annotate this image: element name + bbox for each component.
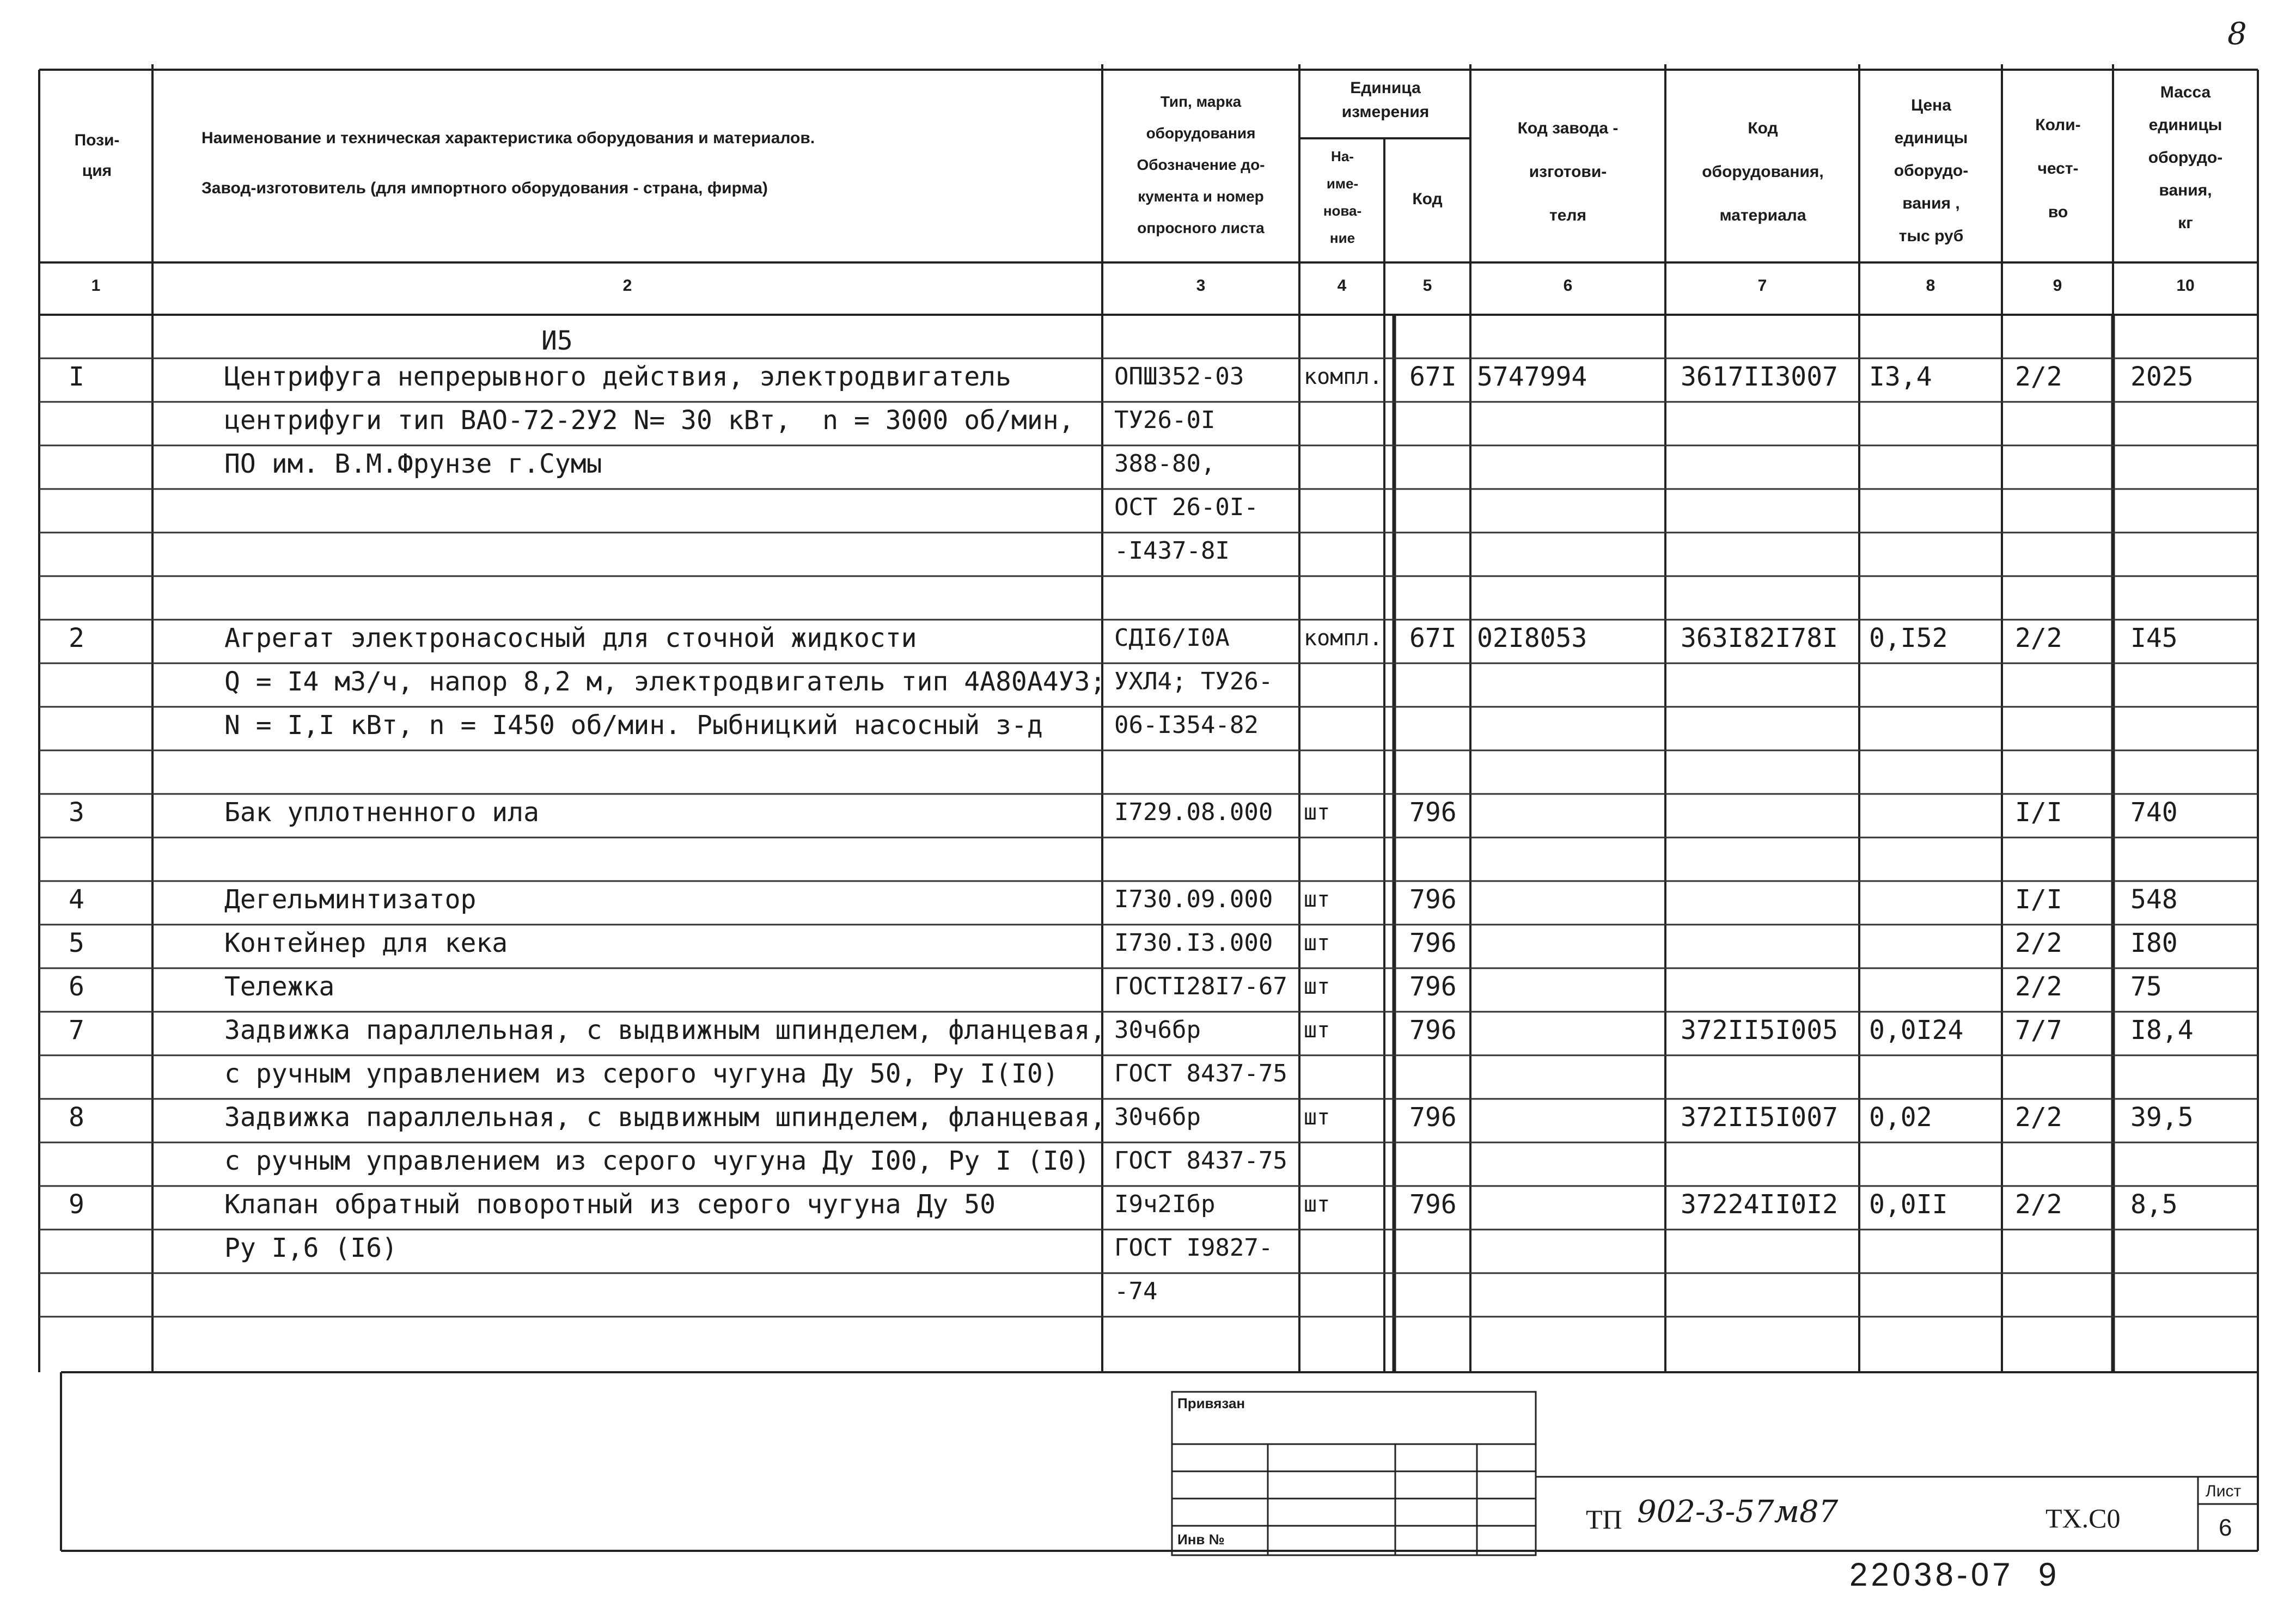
cell-quantity: 2/2 [2015, 1189, 2062, 1220]
header-position: Пози- ция [74, 131, 120, 180]
cell-name: ПО им. В.М.Фрунзе г.Сумы [224, 449, 602, 479]
header-type: Тип, марка оборудования Обозначение до- кумента и номер опросного листа [1137, 93, 1265, 236]
cell-type: I9ч2Iбр [1114, 1190, 1216, 1218]
cell-unit-code: 796 [1409, 928, 1457, 958]
cell-equipment-code: 3617II3007 [1681, 362, 1838, 392]
cell-type: 06-I354-82 [1114, 711, 1259, 739]
cell-position: I [69, 362, 84, 392]
cell-position: 9 [69, 1189, 84, 1220]
cell-type: 30ч6бр [1114, 1103, 1201, 1131]
cell-type: ГОСТ 8437-75 [1114, 1060, 1287, 1087]
cell-unit-name: шт [1304, 1105, 1330, 1130]
header-factory-code: Код завода - изготови- теля [1517, 119, 1619, 224]
sheet-value: 6 [2219, 1514, 2232, 1541]
cell-price: 0,I52 [1869, 623, 1948, 653]
cell-equipment-code: 372II5I005 [1681, 1015, 1838, 1046]
cell-mass: I80 [2130, 928, 2178, 958]
cell-position: 5 [69, 928, 84, 958]
cell-mass: 548 [2130, 884, 2178, 915]
cell-price: 0,0I24 [1869, 1015, 1964, 1046]
cell-type: -74 [1114, 1277, 1158, 1305]
cell-price: 0,0II [1869, 1189, 1948, 1220]
cell-quantity: I/I [2015, 797, 2062, 828]
cell-name: с ручным управлением из серого чугуна Ду 50, Ру I(I0) [224, 1059, 1059, 1089]
cell-unit-name: шт [1304, 800, 1330, 825]
cell-type: I730.I3.000 [1114, 929, 1273, 957]
header-unit-group: Единица измерения [1341, 79, 1430, 121]
cell-unit-name: шт [1304, 1192, 1330, 1217]
cell-price: 0,02 [1869, 1102, 1932, 1133]
header-equipment-code: Код оборудования, материала [1702, 119, 1824, 224]
cell-type: ОСТ 26-0I- [1114, 493, 1259, 521]
header-name: Наименование и техническая характеристика оборудования и материалов. Завод-изготовитель (для импортного оборудования - страна, фирма) [201, 129, 815, 197]
cell-unit-code: 796 [1409, 1189, 1457, 1220]
cell-unit-name: шт [1304, 1018, 1330, 1043]
cell-position: 3 [69, 797, 84, 828]
cell-name: Центрифуга непрерывного действия, электродвигатель [224, 362, 1011, 392]
cell-mass: I8,4 [2130, 1015, 2194, 1046]
cell-unit-code: 67I [1409, 362, 1457, 392]
document-code: ТХ.С0 [2045, 1503, 2121, 1533]
cell-equipment-code: 37224II0I2 [1681, 1189, 1838, 1220]
cell-name: N = I,I кВт, n = I450 об/мин. Рыбницкий насосный з-д [224, 710, 1043, 741]
cell-name: Ру I,6 (I6) [224, 1233, 398, 1263]
column-number: 9 [2053, 277, 2062, 295]
cell-position: 2 [69, 623, 84, 653]
cell-type: -I437-8I [1114, 537, 1230, 565]
header-price: Цена единицы оборудо- вания , тыс руб [1894, 96, 1969, 245]
header-quantity: Коли- чест- во [2035, 116, 2081, 221]
cell-name: Агрегат электронасосный для сточной жидкости [224, 623, 917, 653]
cell-mass: 8,5 [2130, 1189, 2178, 1220]
cell-position: 7 [69, 1015, 84, 1046]
header-unit-name: На- име- нова- ние [1323, 148, 1362, 246]
cell-type: I729.08.000 [1114, 798, 1273, 826]
cell-type: I730.09.000 [1114, 885, 1273, 913]
cell-quantity: 2/2 [2015, 623, 2062, 653]
section-title: И5 [541, 326, 573, 356]
sheet-number-handwritten: 8 [2227, 16, 2247, 52]
cell-position: 6 [69, 971, 84, 1002]
cell-type: УХЛ4; ТУ26- [1114, 668, 1273, 695]
cell-position: 8 [69, 1102, 84, 1133]
cell-unit-code: 67I [1409, 623, 1457, 653]
inventory-label: Инв № [1177, 1531, 1225, 1548]
linked-label: Привязан [1177, 1395, 1245, 1411]
cell-name: Клапан обратный поворотный из серого чугуна Ду 50 [224, 1189, 996, 1220]
column-number: 10 [2176, 277, 2195, 295]
cell-type: ГОСТ 8437-75 [1114, 1147, 1287, 1175]
cell-mass: 740 [2130, 797, 2178, 828]
cell-unit-code: 796 [1409, 797, 1457, 828]
cell-unit-code: 796 [1409, 1102, 1457, 1133]
header-mass: Масса единицы оборудо- вания, кг [2148, 83, 2223, 232]
archive-number: 22038-07 9 [1849, 1556, 2060, 1593]
cell-factory-code: 5747994 [1477, 362, 1587, 392]
cell-type: ТУ26-0I [1114, 406, 1216, 434]
cell-name: Q = I4 м3/ч, напор 8,2 м, электродвигатель тип 4А80А4У3; [224, 667, 1106, 697]
cell-name: центрифуги тип ВАО-72-2У2 N= 30 кВт, n = 3000 об/мин, [224, 405, 1074, 436]
cell-type: ОПШ352-03 [1114, 363, 1244, 390]
cell-unit-name: компл. [1304, 364, 1383, 389]
column-number: 1 [91, 277, 101, 295]
cell-name: Задвижка параллельная, с выдвижным шпинделем, фланцевая, [224, 1015, 1106, 1046]
cell-name: Задвижка параллельная, с выдвижным шпинделем, фланцевая, [224, 1102, 1106, 1133]
cell-unit-name: компл. [1304, 626, 1383, 651]
cell-name: Контейнер для кека [224, 928, 508, 958]
project-code: 902-3-57м87 [1637, 1494, 1839, 1530]
cell-type: ГОСТI28I7-67 [1114, 973, 1287, 1000]
cell-name: с ручным управлением из серого чугуна Ду I00, Ру I (I0) [224, 1146, 1090, 1176]
cell-name: Бак уплотненного ила [224, 797, 539, 828]
header-unit-code: Код [1412, 190, 1443, 208]
column-number: 8 [1926, 277, 1935, 295]
cell-unit-name: шт [1304, 931, 1330, 956]
cell-position: 4 [69, 884, 84, 915]
column-number: 3 [1196, 277, 1206, 295]
cell-quantity: I/I [2015, 884, 2062, 915]
cell-quantity: 7/7 [2015, 1015, 2062, 1046]
cell-unit-name: шт [1304, 887, 1330, 912]
cell-quantity: 2/2 [2015, 362, 2062, 392]
cell-type: 30ч6бр [1114, 1016, 1201, 1044]
column-number: 5 [1422, 277, 1432, 295]
cell-quantity: 2/2 [2015, 971, 2062, 1002]
cell-unit-code: 796 [1409, 1015, 1457, 1046]
cell-unit-name: шт [1304, 974, 1330, 999]
cell-mass: 2025 [2130, 362, 2194, 392]
cell-mass: I45 [2130, 623, 2178, 653]
column-number: 4 [1337, 277, 1347, 295]
cell-unit-code: 796 [1409, 884, 1457, 915]
column-number: 7 [1757, 277, 1767, 295]
sheet-label: Лист [2206, 1482, 2242, 1500]
column-number: 2 [622, 277, 632, 295]
cell-mass: 75 [2130, 971, 2162, 1002]
cell-type: ГОСТ I9827- [1114, 1234, 1273, 1262]
cell-name: Дегельминтизатор [224, 884, 477, 915]
cell-quantity: 2/2 [2015, 1102, 2062, 1133]
cell-unit-code: 796 [1409, 971, 1457, 1002]
cell-type: СДI6/I0А [1114, 624, 1230, 652]
column-number: 6 [1563, 277, 1573, 295]
cell-name: Тележка [224, 971, 335, 1002]
cell-equipment-code: 372II5I007 [1681, 1102, 1838, 1133]
cell-factory-code: 02I8053 [1477, 623, 1587, 653]
cell-equipment-code: 363I82I78I [1681, 623, 1838, 653]
project-prefix: ТП [1586, 1504, 1622, 1534]
cell-type: 388-80, [1114, 450, 1216, 478]
cell-mass: 39,5 [2130, 1102, 2194, 1133]
cell-price: I3,4 [1869, 362, 1932, 392]
cell-quantity: 2/2 [2015, 928, 2062, 958]
